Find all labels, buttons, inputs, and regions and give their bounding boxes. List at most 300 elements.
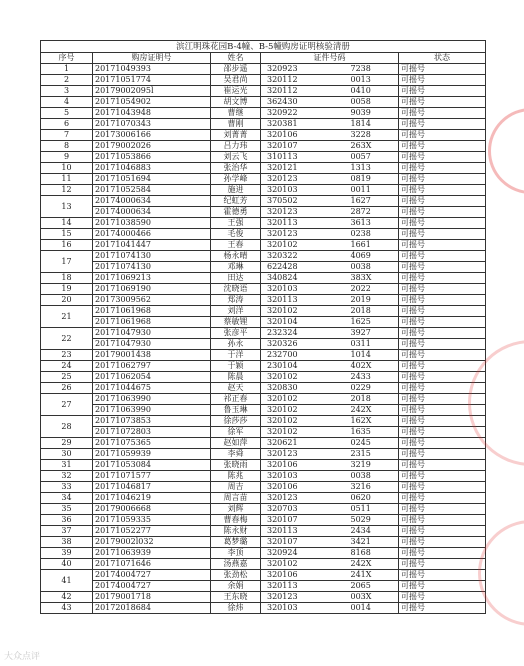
id-tail-cell: 3421 xyxy=(347,537,399,548)
status-cell: 可摇号 xyxy=(399,240,486,251)
id-tail-cell: 0410 xyxy=(347,86,399,97)
cert-number-cell: 20179001718 xyxy=(93,592,211,603)
serial-number-cell: 9 xyxy=(41,152,93,163)
cert-number-cell: 20171059939 xyxy=(93,449,211,460)
id-tail-cell: 4069 xyxy=(347,251,399,262)
id-prefix-cell: 320106 xyxy=(261,130,347,141)
header-status: 状态 xyxy=(399,53,486,64)
id-prefix-cell: 320113 xyxy=(261,581,347,592)
serial-number-cell: 30 xyxy=(41,449,93,460)
name-cell: 郑涛 xyxy=(211,295,261,306)
cert-number-cell: 20171041447 xyxy=(93,240,211,251)
cert-number-cell: 20171047930 xyxy=(93,339,211,350)
name-cell: 孙永 xyxy=(211,339,261,350)
id-prefix-cell: 320703 xyxy=(261,504,347,515)
table-row xyxy=(41,515,486,526)
id-tail-cell: 0038 xyxy=(347,262,399,273)
id-tail-cell: 7238 xyxy=(347,64,399,75)
id-tail-cell: 2433 xyxy=(347,372,399,383)
id-tail-cell: 1635 xyxy=(347,427,399,438)
cert-number-cell: 20173006166 xyxy=(93,130,211,141)
cert-number-cell: 20174004727 xyxy=(93,581,211,592)
status-cell: 可摇号 xyxy=(399,394,486,405)
id-prefix-cell: 320326 xyxy=(261,339,347,350)
id-prefix-cell: 230104 xyxy=(261,361,347,372)
serial-number-cell: 2 xyxy=(41,75,93,86)
name-cell: 刘辉 xyxy=(211,504,261,515)
cert-number-cell: 20171038590 xyxy=(93,218,211,229)
name-cell: 陈晨 xyxy=(211,372,261,383)
id-tail-cell: 2315 xyxy=(347,449,399,460)
id-prefix-cell: 320102 xyxy=(261,394,347,405)
table-row xyxy=(41,130,486,141)
name-cell: 刘菁菁 xyxy=(211,130,261,141)
serial-number-cell: 13 xyxy=(41,196,93,218)
name-cell: 周吉 xyxy=(211,482,261,493)
table-row xyxy=(41,438,486,449)
table-row xyxy=(41,86,486,97)
status-cell: 可摇号 xyxy=(399,306,486,317)
status-cell: 可摇号 xyxy=(399,218,486,229)
serial-number-cell: 20 xyxy=(41,295,93,306)
id-prefix-cell: 320621 xyxy=(261,438,347,449)
name-cell: 陈永财 xyxy=(211,526,261,537)
id-tail-cell: 9039 xyxy=(347,108,399,119)
table-row xyxy=(41,405,486,416)
status-cell: 可摇号 xyxy=(399,119,486,130)
id-prefix-cell: 320121 xyxy=(261,163,347,174)
id-prefix-cell: 320103 xyxy=(261,603,347,614)
id-tail-cell: 2019 xyxy=(347,295,399,306)
cert-number-cell: 20171070343 xyxy=(93,119,211,130)
status-cell: 可摇号 xyxy=(399,185,486,196)
status-cell: 可摇号 xyxy=(399,97,486,108)
id-prefix-cell: 320106 xyxy=(261,482,347,493)
table-row xyxy=(41,174,486,185)
table-row xyxy=(41,471,486,482)
cert-number-cell: 20171052277 xyxy=(93,526,211,537)
table-row xyxy=(41,75,486,86)
status-cell: 可摇号 xyxy=(399,603,486,614)
id-tail-cell: 1627 xyxy=(347,196,399,207)
name-cell: 余娟 xyxy=(211,581,261,592)
name-cell: 崔运光 xyxy=(211,86,261,97)
id-prefix-cell: 320113 xyxy=(261,295,347,306)
table-row xyxy=(41,64,486,75)
table-row xyxy=(41,163,486,174)
name-cell: 田达 xyxy=(211,273,261,284)
header-no: 序号 xyxy=(41,53,93,64)
name-cell: 张劲松 xyxy=(211,570,261,581)
table-row xyxy=(41,493,486,504)
id-prefix-cell: 320103 xyxy=(261,185,347,196)
table-row xyxy=(41,394,486,405)
cert-number-cell: 20171063939 xyxy=(93,548,211,559)
id-tail-cell: 3228 xyxy=(347,130,399,141)
status-cell: 可摇号 xyxy=(399,548,486,559)
cert-number-cell: 20171073853 xyxy=(93,416,211,427)
name-cell: 施进 xyxy=(211,185,261,196)
id-tail-cell: 242X xyxy=(347,559,399,570)
id-tail-cell: 1625 xyxy=(347,317,399,328)
id-prefix-cell: 320923 xyxy=(261,64,347,75)
status-cell: 可摇号 xyxy=(399,482,486,493)
status-cell: 可摇号 xyxy=(399,405,486,416)
status-cell: 可摇号 xyxy=(399,229,486,240)
id-tail-cell: 3927 xyxy=(347,328,399,339)
table-row xyxy=(41,559,486,570)
name-cell: 曹春梅 xyxy=(211,515,261,526)
status-cell: 可摇号 xyxy=(399,152,486,163)
serial-number-cell: 37 xyxy=(41,526,93,537)
serial-number-cell: 41 xyxy=(41,570,93,592)
watermark-text: 大众点评 xyxy=(4,652,41,662)
serial-number-cell: 43 xyxy=(41,603,93,614)
name-cell: 徐军 xyxy=(211,427,261,438)
name-cell: 霍德勇 xyxy=(211,207,261,218)
id-prefix-cell: 232324 xyxy=(261,328,347,339)
name-cell: 邵步遥 xyxy=(211,64,261,75)
id-prefix-cell: 320113 xyxy=(261,218,347,229)
status-cell: 可摇号 xyxy=(399,592,486,603)
status-cell: 可摇号 xyxy=(399,372,486,383)
id-tail-cell: 0038 xyxy=(347,471,399,482)
id-tail-cell: 162X xyxy=(347,416,399,427)
status-cell: 可摇号 xyxy=(399,438,486,449)
table-row xyxy=(41,449,486,460)
table-row xyxy=(41,570,486,581)
table-row xyxy=(41,328,486,339)
id-tail-cell: 3613 xyxy=(347,218,399,229)
serial-number-cell: 17 xyxy=(41,251,93,273)
status-cell: 可摇号 xyxy=(399,86,486,97)
name-cell: 赵如萍 xyxy=(211,438,261,449)
table-row xyxy=(41,97,486,108)
cert-number-cell: 20171051694 xyxy=(93,174,211,185)
id-tail-cell: 0238 xyxy=(347,229,399,240)
table-row xyxy=(41,416,486,427)
status-cell: 可摇号 xyxy=(399,251,486,262)
name-cell: 杨永晴 xyxy=(211,251,261,262)
serial-number-cell: 34 xyxy=(41,493,93,504)
status-cell: 可摇号 xyxy=(399,350,486,361)
status-cell: 可摇号 xyxy=(399,559,486,570)
name-cell: 王强 xyxy=(211,218,261,229)
serial-number-cell: 11 xyxy=(41,174,93,185)
id-tail-cell: 0058 xyxy=(347,97,399,108)
id-prefix-cell: 310113 xyxy=(261,152,347,163)
table-row xyxy=(41,317,486,328)
status-cell: 可摇号 xyxy=(399,141,486,152)
id-tail-cell: 2065 xyxy=(347,581,399,592)
id-prefix-cell: 320104 xyxy=(261,317,347,328)
id-prefix-cell: 320123 xyxy=(261,174,347,185)
status-cell: 可摇号 xyxy=(399,581,486,592)
id-tail-cell: 2022 xyxy=(347,284,399,295)
header-row xyxy=(41,53,486,64)
name-cell: 曹刚 xyxy=(211,119,261,130)
id-prefix-cell: 232700 xyxy=(261,350,347,361)
id-tail-cell: 3219 xyxy=(347,460,399,471)
id-tail-cell: 1313 xyxy=(347,163,399,174)
table-row xyxy=(41,196,486,207)
serial-number-cell: 3 xyxy=(41,86,93,97)
name-cell: 刘洋 xyxy=(211,306,261,317)
cert-number-cell: 20171062797 xyxy=(93,361,211,372)
cert-number-cell: 20174000634 xyxy=(93,196,211,207)
id-prefix-cell: 320123 xyxy=(261,207,347,218)
cert-number-cell: 20171049393 xyxy=(93,64,211,75)
id-prefix-cell: 320102 xyxy=(261,306,347,317)
status-cell: 可摇号 xyxy=(399,515,486,526)
serial-number-cell: 36 xyxy=(41,515,93,526)
cert-number-cell: 20171059335 xyxy=(93,515,211,526)
serial-number-cell: 5 xyxy=(41,108,93,119)
table-row xyxy=(41,548,486,559)
serial-number-cell: 19 xyxy=(41,284,93,295)
name-cell: 王春 xyxy=(211,240,261,251)
name-cell: 李顶 xyxy=(211,548,261,559)
cert-number-cell: 20171075365 xyxy=(93,438,211,449)
status-cell: 可摇号 xyxy=(399,130,486,141)
table-row xyxy=(41,526,486,537)
table-row xyxy=(41,119,486,130)
cert-number-cell: 20171069190 xyxy=(93,284,211,295)
name-cell: 张晓雨 xyxy=(211,460,261,471)
name-cell: 周言苗 xyxy=(211,493,261,504)
name-cell: 汤燕嘉 xyxy=(211,559,261,570)
status-cell: 可摇号 xyxy=(399,361,486,372)
id-prefix-cell: 320922 xyxy=(261,108,347,119)
status-cell: 可摇号 xyxy=(399,449,486,460)
name-cell: 祁正春 xyxy=(211,394,261,405)
status-cell: 可摇号 xyxy=(399,262,486,273)
cert-number-cell: 20171046219 xyxy=(93,493,211,504)
id-tail-cell: 0011 xyxy=(347,185,399,196)
serial-number-cell: 4 xyxy=(41,97,93,108)
table-row xyxy=(41,262,486,273)
id-tail-cell: 3216 xyxy=(347,482,399,493)
id-prefix-cell: 320107 xyxy=(261,515,347,526)
cert-number-cell: 20171053084 xyxy=(93,460,211,471)
cert-number-cell: 20171046817 xyxy=(93,482,211,493)
status-cell: 可摇号 xyxy=(399,273,486,284)
serial-number-cell: 15 xyxy=(41,229,93,240)
cert-number-cell: 20171046883 xyxy=(93,163,211,174)
name-cell: 徐炜 xyxy=(211,603,261,614)
id-tail-cell: 0229 xyxy=(347,383,399,394)
name-cell: 孙学峰 xyxy=(211,174,261,185)
cert-number-cell: 20171047930 xyxy=(93,328,211,339)
serial-number-cell: 25 xyxy=(41,372,93,383)
table-row xyxy=(41,350,486,361)
cert-number-cell: 20171069213 xyxy=(93,273,211,284)
cert-number-cell: 20171063990 xyxy=(93,405,211,416)
header-cert: 购房证明号 xyxy=(93,53,211,64)
name-cell: 张治华 xyxy=(211,163,261,174)
cert-number-cell: 20179006668 xyxy=(93,504,211,515)
table-body xyxy=(41,64,486,614)
status-cell: 可摇号 xyxy=(399,317,486,328)
status-cell: 可摇号 xyxy=(399,416,486,427)
id-prefix-cell: 320112 xyxy=(261,75,347,86)
name-cell: 于颖 xyxy=(211,361,261,372)
name-cell: 纪虹芳 xyxy=(211,196,261,207)
name-cell: 曹继 xyxy=(211,108,261,119)
status-cell: 可摇号 xyxy=(399,328,486,339)
serial-number-cell: 31 xyxy=(41,460,93,471)
name-cell: 吕力玮 xyxy=(211,141,261,152)
id-prefix-cell: 320123 xyxy=(261,493,347,504)
name-cell: 李舜 xyxy=(211,449,261,460)
header-name: 姓名 xyxy=(211,53,261,64)
title-row xyxy=(41,41,486,53)
cert-number-cell: 20173009562 xyxy=(93,295,211,306)
id-prefix-cell: 320322 xyxy=(261,251,347,262)
id-prefix-cell: 320123 xyxy=(261,449,347,460)
id-tail-cell: 1661 xyxy=(347,240,399,251)
cert-number-cell: 20174004727 xyxy=(93,570,211,581)
status-cell: 可摇号 xyxy=(399,295,486,306)
id-tail-cell: 0057 xyxy=(347,152,399,163)
name-cell: 沈晓语 xyxy=(211,284,261,295)
serial-number-cell: 42 xyxy=(41,592,93,603)
serial-number-cell: 1 xyxy=(41,64,93,75)
id-tail-cell: 0620 xyxy=(347,493,399,504)
serial-number-cell: 23 xyxy=(41,350,93,361)
cert-number-cell: 20171043948 xyxy=(93,108,211,119)
id-prefix-cell: 320106 xyxy=(261,570,347,581)
id-tail-cell: 003X xyxy=(347,592,399,603)
id-prefix-cell: 320381 xyxy=(261,119,347,130)
document-title: 滨江明珠花园B-4幢、B-5幢购房证明核验清册 xyxy=(41,41,486,53)
cert-number-cell: 20171061968 xyxy=(93,306,211,317)
cert-number-cell: 20171074130 xyxy=(93,251,211,262)
name-cell: 蔡敏锂 xyxy=(211,317,261,328)
serial-number-cell: 33 xyxy=(41,482,93,493)
status-cell: 可摇号 xyxy=(399,504,486,515)
serial-number-cell: 21 xyxy=(41,306,93,328)
id-prefix-cell: 320103 xyxy=(261,471,347,482)
serial-number-cell: 35 xyxy=(41,504,93,515)
status-cell: 可摇号 xyxy=(399,537,486,548)
id-tail-cell: 1814 xyxy=(347,119,399,130)
id-prefix-cell: 362430 xyxy=(261,97,347,108)
cert-number-cell: 20171053866 xyxy=(93,152,211,163)
status-cell: 可摇号 xyxy=(399,163,486,174)
id-tail-cell: 2018 xyxy=(347,394,399,405)
name-cell: 于洋 xyxy=(211,350,261,361)
cert-number-cell: 20171061968 xyxy=(93,317,211,328)
id-prefix-cell: 320123 xyxy=(261,592,347,603)
serial-number-cell: 7 xyxy=(41,130,93,141)
id-tail-cell: 242X xyxy=(347,405,399,416)
id-tail-cell: 8168 xyxy=(347,548,399,559)
id-prefix-cell: 320107 xyxy=(261,537,347,548)
id-prefix-cell: 320102 xyxy=(261,416,347,427)
status-cell: 可摇号 xyxy=(399,75,486,86)
red-seal-stamp xyxy=(488,108,524,194)
table-row xyxy=(41,141,486,152)
id-tail-cell: 0511 xyxy=(347,504,399,515)
cert-number-cell: 20171052584 xyxy=(93,185,211,196)
cert-number-cell: 20179002l032 xyxy=(93,537,211,548)
table-row xyxy=(41,361,486,372)
name-cell: 赵天 xyxy=(211,383,261,394)
id-tail-cell: 0819 xyxy=(347,174,399,185)
id-prefix-cell: 320102 xyxy=(261,427,347,438)
cert-number-cell: 20171071577 xyxy=(93,471,211,482)
table-row xyxy=(41,251,486,262)
cert-number-cell: 20179002026 xyxy=(93,141,211,152)
cert-number-cell: 20171063990 xyxy=(93,394,211,405)
id-prefix-cell: 320103 xyxy=(261,284,347,295)
name-cell: 胡文博 xyxy=(211,97,261,108)
status-cell: 可摇号 xyxy=(399,493,486,504)
id-tail-cell: 402X xyxy=(347,361,399,372)
status-cell: 可摇号 xyxy=(399,526,486,537)
id-prefix-cell: 320106 xyxy=(261,460,347,471)
serial-number-cell: 38 xyxy=(41,537,93,548)
name-cell: 王东晓 xyxy=(211,592,261,603)
id-prefix-cell: 370502 xyxy=(261,196,347,207)
serial-number-cell: 8 xyxy=(41,141,93,152)
table-row xyxy=(41,581,486,592)
serial-number-cell: 26 xyxy=(41,383,93,394)
status-cell: 可摇号 xyxy=(399,339,486,350)
id-tail-cell: 0013 xyxy=(347,75,399,86)
id-prefix-cell: 320924 xyxy=(261,548,347,559)
table-row xyxy=(41,152,486,163)
status-cell: 可摇号 xyxy=(399,460,486,471)
serial-number-cell: 12 xyxy=(41,185,93,196)
id-tail-cell: 0245 xyxy=(347,438,399,449)
table-row xyxy=(41,295,486,306)
id-prefix-cell: 320830 xyxy=(261,383,347,394)
status-cell: 可摇号 xyxy=(399,427,486,438)
serial-number-cell: 24 xyxy=(41,361,93,372)
id-prefix-cell: 320102 xyxy=(261,240,347,251)
cert-number-cell: 20174000634 xyxy=(93,207,211,218)
serial-number-cell: 32 xyxy=(41,471,93,482)
cert-number-cell: 20171071646 xyxy=(93,559,211,570)
id-tail-cell: 2018 xyxy=(347,306,399,317)
cert-number-cell: 20171054902 xyxy=(93,97,211,108)
table-row xyxy=(41,504,486,515)
serial-number-cell: 22 xyxy=(41,328,93,350)
status-cell: 可摇号 xyxy=(399,284,486,295)
status-cell: 可摇号 xyxy=(399,383,486,394)
header-id: 证件号码 xyxy=(261,53,399,64)
name-cell: 陈兆 xyxy=(211,471,261,482)
table-row xyxy=(41,383,486,394)
id-tail-cell: 1014 xyxy=(347,350,399,361)
name-cell: 刘云飞 xyxy=(211,152,261,163)
cert-number-cell: 20171051774 xyxy=(93,75,211,86)
cert-number-cell: 20171044675 xyxy=(93,383,211,394)
table-row xyxy=(41,339,486,350)
id-prefix-cell: 320107 xyxy=(261,141,347,152)
id-prefix-cell: 320102 xyxy=(261,405,347,416)
serial-number-cell: 28 xyxy=(41,416,93,438)
id-prefix-cell: 320102 xyxy=(261,372,347,383)
name-cell: 葛梦璐 xyxy=(211,537,261,548)
name-cell: 鲁玉琳 xyxy=(211,405,261,416)
table-row xyxy=(41,229,486,240)
name-cell: 张彦平 xyxy=(211,328,261,339)
status-cell: 可摇号 xyxy=(399,174,486,185)
serial-number-cell: 6 xyxy=(41,119,93,130)
